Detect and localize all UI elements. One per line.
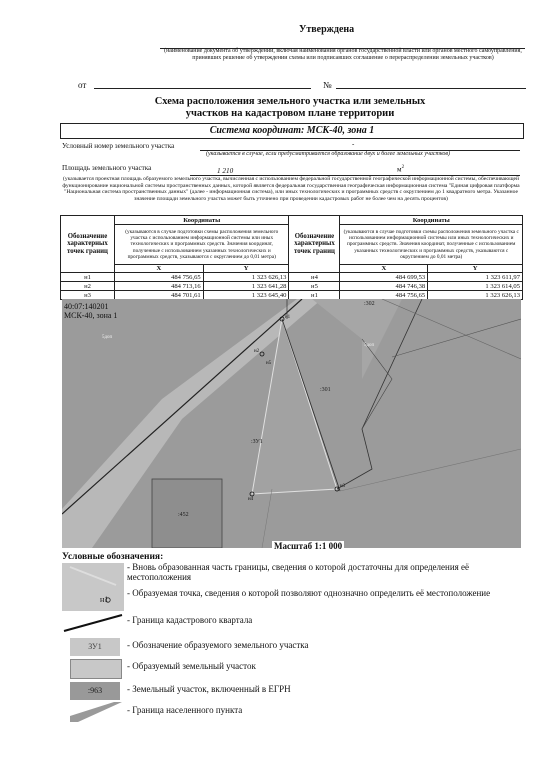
label-n3: н3 [340,484,346,489]
point-header-right: Обозначение характерных точек границ [289,216,340,273]
x-value: 484 756,65 [114,273,203,282]
label-302: :302 [364,301,375,307]
x-header-left: X [114,265,203,273]
approved-heading: Утверждена [299,24,355,35]
point-name: н3 [61,291,115,300]
point-header-left: Обозначение характерных точек границ [61,216,115,273]
x-header-right: X [340,265,428,273]
coords-note-right: (указываются в случае подготовки схемы расположения земельного участка с использованием информационной системы или иных технологических и программных средств. Значения координат, полученные с использованием указанных технологических и программных средств, указываются с округлением до 0,01 метра) [340,225,523,265]
x-value: 484 701,61 [114,291,203,300]
map-drawing [62,299,521,548]
road-label-1: 5доп [102,335,113,340]
area-value: 1 210 [217,167,234,175]
cond-number-value: - [352,140,355,148]
number-line [336,88,526,89]
area-note: (указывается проектная площадь образуемого земельного участка, вычисленная с использованием федеральной государственной географической информационной системы, обеспечивающей функционирование национальной системы пространственных данных, которой является федеральная государственная географическая информационная система "Единая цифровая платформа "Национальная система пространственных данных" (далее - информационная система), или иных технологических и программных средств с округлением до 1 квадратного метра. Указанное значение площади земельного участка может быть уточнено при проведении кадастровых работ не более чем на десять процентов) [62,176,520,202]
legend-swatch-parcel [70,659,122,679]
coord-system: Система координат: МСК-40, зона 1 [209,125,375,136]
legend-title: Условные обозначения: [62,552,164,562]
scheme-title-line1: Схема расположения земельного участка или земельных [154,96,426,107]
label-n4: н4 [248,497,254,502]
table-row [61,273,523,282]
point-name: н4 [289,273,340,282]
legend-zu-label: ЗУ1 [88,642,102,651]
area-label: Площадь земельного участка [62,164,152,172]
y-value: 1 323 611,97 [428,273,523,282]
legend-text-point: - Образуемая точка, сведения о которой позволяют однозначно определить её местоположение [127,588,491,598]
legend-swatch-egrn [70,682,120,700]
cond-number-label: Условный номер земельного участка [62,142,175,150]
map-scale: Масштаб 1:1 000 [274,541,343,551]
y-value: 1 323 645,40 [203,291,289,300]
x-value: 484 756,65 [340,291,428,300]
approval-caption: (наименование документа об утверждении, включая наименования органов государственной власти или органов местного самоуправления, принявших решение об утверждении схемы или подписавших соглашение о перераспределении земельных участков) [164,48,522,61]
quarter-number: 40:07:140201 [64,302,109,311]
x-value: 484 699,53 [340,273,428,282]
legend-text-quarter-boundary: - Граница кадастрового квартала [127,615,253,625]
scheme-title-line2: участков на кадастровом плане территории [185,108,395,119]
legend-text-zu: - Обозначение образуемого земельного участка [127,640,309,650]
legend-swatch-new-boundary [62,563,124,589]
legend-swatch-quarter-boundary [62,611,124,633]
y-value: 1 323 626,13 [203,273,289,282]
road-label-2: 5доп [364,343,375,348]
y-value: 1 323 614,05 [428,282,523,291]
label-n1: н1 [285,315,291,320]
coords-note-left: (указываются в случае подготовки схемы расположения земельного участка с использованием информационной системы или иных технологических и программных средств. Значения координат, полученные с использованием указанных технологических и программных средств, указываются с округлением до 0,01 метра) [114,225,289,265]
legend-swatch-settlement [70,702,122,722]
area-unit: $м^2$ [397,165,405,174]
coordinates-table [60,215,523,300]
y-value: 1 323 626,13 [428,291,523,300]
legend-swatch-zu [70,638,120,656]
legend-text-settlement: - Граница населенного пункта [127,705,243,715]
point-name: н1 [289,291,340,300]
x-value: 484 746,38 [340,282,428,291]
settlement-boundary-icon [70,702,122,722]
legend-text-new-boundary: - Вновь образованная часть границы, сведения о которой достаточны для определения её местоположения [127,562,470,582]
quarter-boundary-icon [62,611,124,633]
label-n2: н2 [254,349,260,354]
coords-header-right: Координаты [340,216,523,225]
legend-point-label: н1 [100,595,109,604]
date-line [94,88,311,89]
legend-swatch-point [62,589,124,611]
number-label: № [323,80,332,90]
point-name: н5 [289,282,340,291]
x-value: 484 713,16 [114,282,203,291]
point-name: н2 [61,282,115,291]
y-value: 1 323 641,28 [203,282,289,291]
y-header-left: Y [203,265,289,273]
map-zone: МСК-40, зона 1 [64,311,118,320]
cond-number-note: (указывается в случае, если предусматривается образование двух и более земельных участков) [206,151,451,157]
coords-header-left: Координаты [114,216,289,225]
legend-text-parcel: - Образуемый земельный участок [127,661,256,671]
new-boundary-icon [62,563,124,589]
label-452: :452 [178,512,189,518]
scheme-title [60,96,520,120]
from-label: от [78,80,87,90]
legend-egrn-label: :963 [87,686,103,695]
label-301: :301 [320,387,331,393]
y-header-right: Y [428,265,523,273]
label-zu1: :ЗУ1 [251,439,263,445]
point-name: н1 [61,273,115,282]
coord-system-box [60,123,524,139]
label-n5: н5 [266,361,272,366]
cadastral-map [62,299,521,548]
point-icon [62,589,124,611]
legend-text-egrn: - Земельный участок, включенный в ЕГРН [127,684,291,694]
table-row [61,282,523,291]
